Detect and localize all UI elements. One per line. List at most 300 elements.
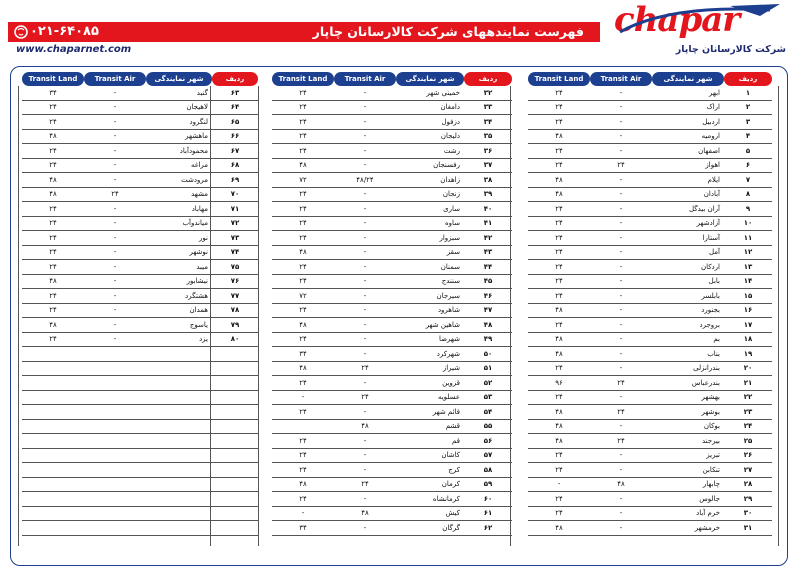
table-row (528, 216, 772, 231)
city-cell: شاهین شهر (396, 318, 464, 333)
land-cell: ۴۸ (528, 129, 590, 144)
city-cell: خرمشهر (652, 521, 724, 536)
table-row (528, 289, 772, 304)
agents-table-3 (22, 72, 258, 536)
air-cell: - (334, 86, 396, 100)
table-row (22, 231, 258, 246)
land-cell: ۲۴ (22, 332, 84, 347)
index-cell (212, 405, 258, 420)
table-row (528, 187, 772, 202)
city-cell: خرم آباد (652, 506, 724, 521)
index-cell: ۱۸ (724, 332, 772, 347)
index-cell: ۱۳ (724, 260, 772, 275)
city-cell: بوکان (652, 419, 724, 434)
land-cell: ۲۴ (22, 245, 84, 260)
air-cell: - (334, 100, 396, 115)
table-row (272, 231, 512, 246)
table-row (272, 274, 512, 289)
index-cell: ۷۲ (212, 216, 258, 231)
index-cell: ۶۹ (212, 173, 258, 188)
city-cell: زنجان (396, 187, 464, 202)
land-cell: ۲۴ (272, 303, 334, 318)
table-row (528, 115, 772, 130)
city-cell (146, 347, 212, 362)
land-cell: ۴۸ (528, 434, 590, 449)
city-cell: چابهار (652, 477, 724, 492)
index-cell: ۷ (724, 173, 772, 188)
index-cell (212, 506, 258, 521)
index-cell: ۳۹ (464, 187, 512, 202)
table-row (272, 260, 512, 275)
air-cell: - (590, 289, 652, 304)
air-cell (84, 506, 146, 521)
air-cell: ۴۸/۲۴ (334, 173, 396, 188)
air-cell: - (334, 303, 396, 318)
city-cell: سنندج (396, 274, 464, 289)
land-cell: ۲۴ (528, 274, 590, 289)
table-row (528, 129, 772, 144)
city-cell: کیش (396, 506, 464, 521)
index-cell: ۱۹ (724, 347, 772, 362)
city-cell: اهواز (652, 158, 724, 173)
table-row (272, 216, 512, 231)
table-row (22, 361, 258, 376)
city-cell: خمینی شهر (396, 86, 464, 100)
index-cell: ۴۸ (464, 318, 512, 333)
air-cell: - (84, 303, 146, 318)
index-cell: ۳۴ (464, 115, 512, 130)
table-row (22, 332, 258, 347)
city-cell: بوشهر (652, 405, 724, 420)
table-row (22, 463, 258, 478)
air-cell: - (334, 260, 396, 275)
air-cell: - (334, 274, 396, 289)
table-row (272, 361, 512, 376)
table-row (528, 376, 772, 391)
index-cell: ۷۸ (212, 303, 258, 318)
city-cell: مرودشت (146, 173, 212, 188)
city-cell: شهرکرد (396, 347, 464, 362)
table-body (22, 86, 258, 535)
table-row (22, 521, 258, 536)
city-cell: دامغان (396, 100, 464, 115)
air-cell: - (334, 115, 396, 130)
city-cell: بناب (652, 347, 724, 362)
land-cell: ۲۴ (22, 202, 84, 217)
land-cell (22, 390, 84, 405)
air-cell: - (84, 231, 146, 246)
city-cell: بابلسر (652, 289, 724, 304)
land-cell: ۴۸ (528, 347, 590, 362)
city-cell: اردکان (652, 260, 724, 275)
air-cell (84, 521, 146, 536)
index-cell: ۸۰ (212, 332, 258, 347)
phone-number: ۰۲۱-۶۴۰۸۵ (30, 24, 99, 39)
land-cell: ۲۴ (22, 260, 84, 275)
land-cell: - (272, 390, 334, 405)
city-cell: عسلویه (396, 390, 464, 405)
logo-swoosh-icon (610, 2, 790, 44)
land-cell: ۴۸ (22, 187, 84, 202)
air-cell: - (334, 332, 396, 347)
city-cell: کرج (396, 463, 464, 478)
table-row (528, 506, 772, 521)
index-cell: ۵۱ (464, 361, 512, 376)
table-row (22, 492, 258, 507)
index-cell: ۶۴ (212, 100, 258, 115)
air-cell (84, 419, 146, 434)
table-row (22, 405, 258, 420)
city-cell: دزفول (396, 115, 464, 130)
land-cell: ۳۴ (22, 86, 84, 100)
city-cell: تبریز (652, 448, 724, 463)
index-cell: ۲۵ (724, 434, 772, 449)
city-cell: آستارا (652, 231, 724, 246)
table-row (272, 100, 512, 115)
land-cell (22, 463, 84, 478)
header-index: ردیف (464, 72, 512, 86)
air-cell: - (590, 86, 652, 100)
header-air: Transit Air (590, 72, 652, 86)
index-cell: ۲۶ (724, 448, 772, 463)
index-cell (212, 390, 258, 405)
city-cell: زاهدان (396, 173, 464, 188)
column-divider (258, 86, 259, 546)
land-cell: - (528, 477, 590, 492)
table-row (272, 303, 512, 318)
index-cell (212, 448, 258, 463)
land-cell: ۴۸ (22, 274, 84, 289)
air-cell: ۴۸ (590, 477, 652, 492)
table-row (22, 144, 258, 159)
land-cell: ۷۲ (272, 173, 334, 188)
air-cell: - (334, 245, 396, 260)
city-cell (146, 376, 212, 391)
land-cell: ۲۴ (528, 289, 590, 304)
land-cell: ۲۴ (528, 231, 590, 246)
land-cell: ۹۶ (528, 376, 590, 391)
city-cell (146, 492, 212, 507)
land-cell: ۴۸ (272, 158, 334, 173)
air-cell: - (84, 158, 146, 173)
city-cell: مهاباد (146, 202, 212, 217)
table-row (272, 506, 512, 521)
land-cell: ۲۴ (272, 376, 334, 391)
table-row (22, 245, 258, 260)
land-cell: ۲۴ (22, 144, 84, 159)
index-cell: ۳۷ (464, 158, 512, 173)
logo-caption: شرکت کالارسانان چاپار (675, 44, 786, 55)
city-cell: کرمان (396, 477, 464, 492)
air-cell: - (590, 245, 652, 260)
header-land: Transit Land (272, 72, 334, 86)
land-cell (22, 492, 84, 507)
city-cell: آران بیدگل (652, 202, 724, 217)
index-cell: ۵۸ (464, 463, 512, 478)
table-row (272, 202, 512, 217)
index-cell: ۳۳ (464, 100, 512, 115)
table-row (528, 86, 772, 100)
table-row (22, 318, 258, 333)
air-cell (84, 347, 146, 362)
index-cell: ۶ (724, 158, 772, 173)
city-cell: شاهرود (396, 303, 464, 318)
air-cell: ۲۴ (84, 187, 146, 202)
city-cell: سیرجان (396, 289, 464, 304)
index-cell (212, 419, 258, 434)
index-cell: ۴۴ (464, 260, 512, 275)
land-cell: ۴۸ (272, 318, 334, 333)
index-cell: ۱۵ (724, 289, 772, 304)
air-cell: - (84, 100, 146, 115)
city-cell: قم (396, 434, 464, 449)
index-cell: ۶۸ (212, 158, 258, 173)
index-cell: ۳۸ (464, 173, 512, 188)
index-cell: ۴۱ (464, 216, 512, 231)
land-cell: ۲۴ (22, 303, 84, 318)
land-cell: ۴۸ (22, 173, 84, 188)
city-cell: آبادان (652, 187, 724, 202)
index-cell: ۵۷ (464, 448, 512, 463)
table-row (528, 274, 772, 289)
air-cell: - (334, 216, 396, 231)
city-cell: بروجرد (652, 318, 724, 333)
air-cell: - (590, 463, 652, 478)
table-row (22, 115, 258, 130)
land-cell: ۲۴ (272, 405, 334, 420)
air-cell: - (334, 158, 396, 173)
city-cell: بندرعباس (652, 376, 724, 391)
city-cell (146, 463, 212, 478)
air-cell: - (590, 303, 652, 318)
land-cell: ۳۴ (272, 347, 334, 362)
table-row (272, 521, 512, 536)
air-cell: - (590, 521, 652, 536)
header-air: Transit Air (84, 72, 146, 86)
city-cell: ایلام (652, 173, 724, 188)
table-row (22, 187, 258, 202)
land-cell: ۴۸ (22, 129, 84, 144)
city-cell: یزد (146, 332, 212, 347)
air-cell: - (84, 129, 146, 144)
land-cell: ۲۴ (22, 115, 84, 130)
air-cell (84, 463, 146, 478)
index-cell: ۴۷ (464, 303, 512, 318)
table-row (22, 477, 258, 492)
table-row (22, 303, 258, 318)
agents-table-1 (528, 72, 772, 536)
website-link[interactable]: www.chaparnet.com (16, 44, 132, 55)
index-cell: ۱۷ (724, 318, 772, 333)
index-cell: ۸ (724, 187, 772, 202)
index-cell: ۵۵ (464, 419, 512, 434)
air-cell: ۲۴ (590, 434, 652, 449)
air-cell: ۲۴ (334, 477, 396, 492)
air-cell: - (84, 289, 146, 304)
city-cell: اصفهان (652, 144, 724, 159)
air-cell: ۲۴ (334, 361, 396, 376)
index-cell: ۱۶ (724, 303, 772, 318)
air-cell: - (334, 144, 396, 159)
table-row (272, 115, 512, 130)
air-cell: - (84, 274, 146, 289)
air-cell: - (590, 448, 652, 463)
table-row (22, 158, 258, 173)
city-cell: بیرجند (652, 434, 724, 449)
city-cell (146, 390, 212, 405)
index-cell: ۲۸ (724, 477, 772, 492)
land-cell (22, 376, 84, 391)
table-row (22, 100, 258, 115)
air-cell: - (334, 187, 396, 202)
air-cell: ۲۴ (590, 405, 652, 420)
index-cell: ۵۴ (464, 405, 512, 420)
table-row (272, 158, 512, 173)
land-cell: ۴۸ (528, 173, 590, 188)
city-cell: کرمانشاه (396, 492, 464, 507)
air-cell: - (84, 216, 146, 231)
table-row (272, 405, 512, 420)
land-cell: ۲۴ (528, 448, 590, 463)
land-cell: ۲۴ (272, 115, 334, 130)
city-cell: شهرضا (396, 332, 464, 347)
air-cell: - (334, 347, 396, 362)
index-cell: ۱۴ (724, 274, 772, 289)
land-cell: ۲۴ (272, 274, 334, 289)
index-cell: ۴۶ (464, 289, 512, 304)
table-row (22, 347, 258, 362)
air-cell: - (590, 274, 652, 289)
city-cell: یاسوج (146, 318, 212, 333)
city-cell: شیراز (396, 361, 464, 376)
land-cell: ۲۴ (528, 361, 590, 376)
index-cell: ۲۲ (724, 390, 772, 405)
header-city: شهر نمایندگی (652, 72, 724, 86)
index-cell: ۵۶ (464, 434, 512, 449)
index-cell: ۷۴ (212, 245, 258, 260)
table-row (272, 332, 512, 347)
index-cell: ۱۰ (724, 216, 772, 231)
index-cell: ۵۰ (464, 347, 512, 362)
land-cell (22, 506, 84, 521)
table-row (528, 245, 772, 260)
index-cell: ۲۷ (724, 463, 772, 478)
land-cell: ۴۸ (272, 245, 334, 260)
phone-icon (12, 22, 30, 42)
index-cell: ۴۳ (464, 245, 512, 260)
city-cell: قشم (396, 419, 464, 434)
land-cell: ۲۴ (22, 216, 84, 231)
air-cell: - (590, 390, 652, 405)
land-cell: ۴۸ (528, 405, 590, 420)
city-cell: سقز (396, 245, 464, 260)
city-cell (146, 477, 212, 492)
index-cell: ۹ (724, 202, 772, 217)
table-row (272, 86, 512, 100)
air-cell: - (84, 86, 146, 100)
city-cell (146, 361, 212, 376)
index-cell: ۳ (724, 115, 772, 130)
table-row (528, 144, 772, 159)
land-cell (22, 477, 84, 492)
land-cell: ۲۴ (272, 231, 334, 246)
table-row (22, 173, 258, 188)
index-cell: ۲۹ (724, 492, 772, 507)
city-cell: اراک (652, 100, 724, 115)
land-cell: ۲۴ (528, 492, 590, 507)
table-row (272, 187, 512, 202)
city-cell: لاهیجان (146, 100, 212, 115)
land-cell: ۲۴ (272, 332, 334, 347)
air-cell: - (590, 100, 652, 115)
table-row (272, 492, 512, 507)
table-row (528, 434, 772, 449)
air-cell: - (84, 173, 146, 188)
air-cell: - (590, 492, 652, 507)
table-row (272, 419, 512, 434)
city-cell (146, 521, 212, 536)
air-cell: ۴۸ (334, 419, 396, 434)
city-cell: همدان (146, 303, 212, 318)
table-row (528, 173, 772, 188)
air-cell: - (590, 332, 652, 347)
column-divider (778, 86, 779, 546)
land-cell: ۲۴ (272, 129, 334, 144)
air-cell (84, 376, 146, 391)
city-cell: گنبد (146, 86, 212, 100)
index-cell: ۳۶ (464, 144, 512, 159)
land-cell: ۳۴ (272, 521, 334, 536)
city-cell: هشتگرد (146, 289, 212, 304)
header-index: ردیف (212, 72, 258, 86)
index-cell: ۱۲ (724, 245, 772, 260)
land-cell (22, 448, 84, 463)
city-cell (146, 419, 212, 434)
table-row (22, 289, 258, 304)
land-cell (22, 347, 84, 362)
table-row (528, 100, 772, 115)
city-cell: بهشهر (652, 390, 724, 405)
air-cell: - (590, 231, 652, 246)
table-row (528, 419, 772, 434)
index-cell: ۱۱ (724, 231, 772, 246)
land-cell: ۷۲ (272, 289, 334, 304)
index-cell: ۵۹ (464, 477, 512, 492)
table-row (22, 419, 258, 434)
column-divider (18, 86, 19, 546)
index-cell: ۱ (724, 86, 772, 100)
land-cell: ۴۸ (272, 361, 334, 376)
air-cell: - (334, 492, 396, 507)
index-cell: ۷۹ (212, 318, 258, 333)
air-cell: - (590, 202, 652, 217)
city-cell: بم (652, 332, 724, 347)
table-row (272, 347, 512, 362)
city-cell: قزوین (396, 376, 464, 391)
city-cell: قائم شهر (396, 405, 464, 420)
index-cell (212, 463, 258, 478)
index-cell (212, 492, 258, 507)
city-cell: نیشابور (146, 274, 212, 289)
air-cell: - (590, 260, 652, 275)
land-cell: ۲۴ (272, 100, 334, 115)
table-row (22, 202, 258, 217)
index-cell: ۶۷ (212, 144, 258, 159)
table-row (528, 158, 772, 173)
table-row (272, 477, 512, 492)
table-row (272, 318, 512, 333)
header-land: Transit Land (528, 72, 590, 86)
